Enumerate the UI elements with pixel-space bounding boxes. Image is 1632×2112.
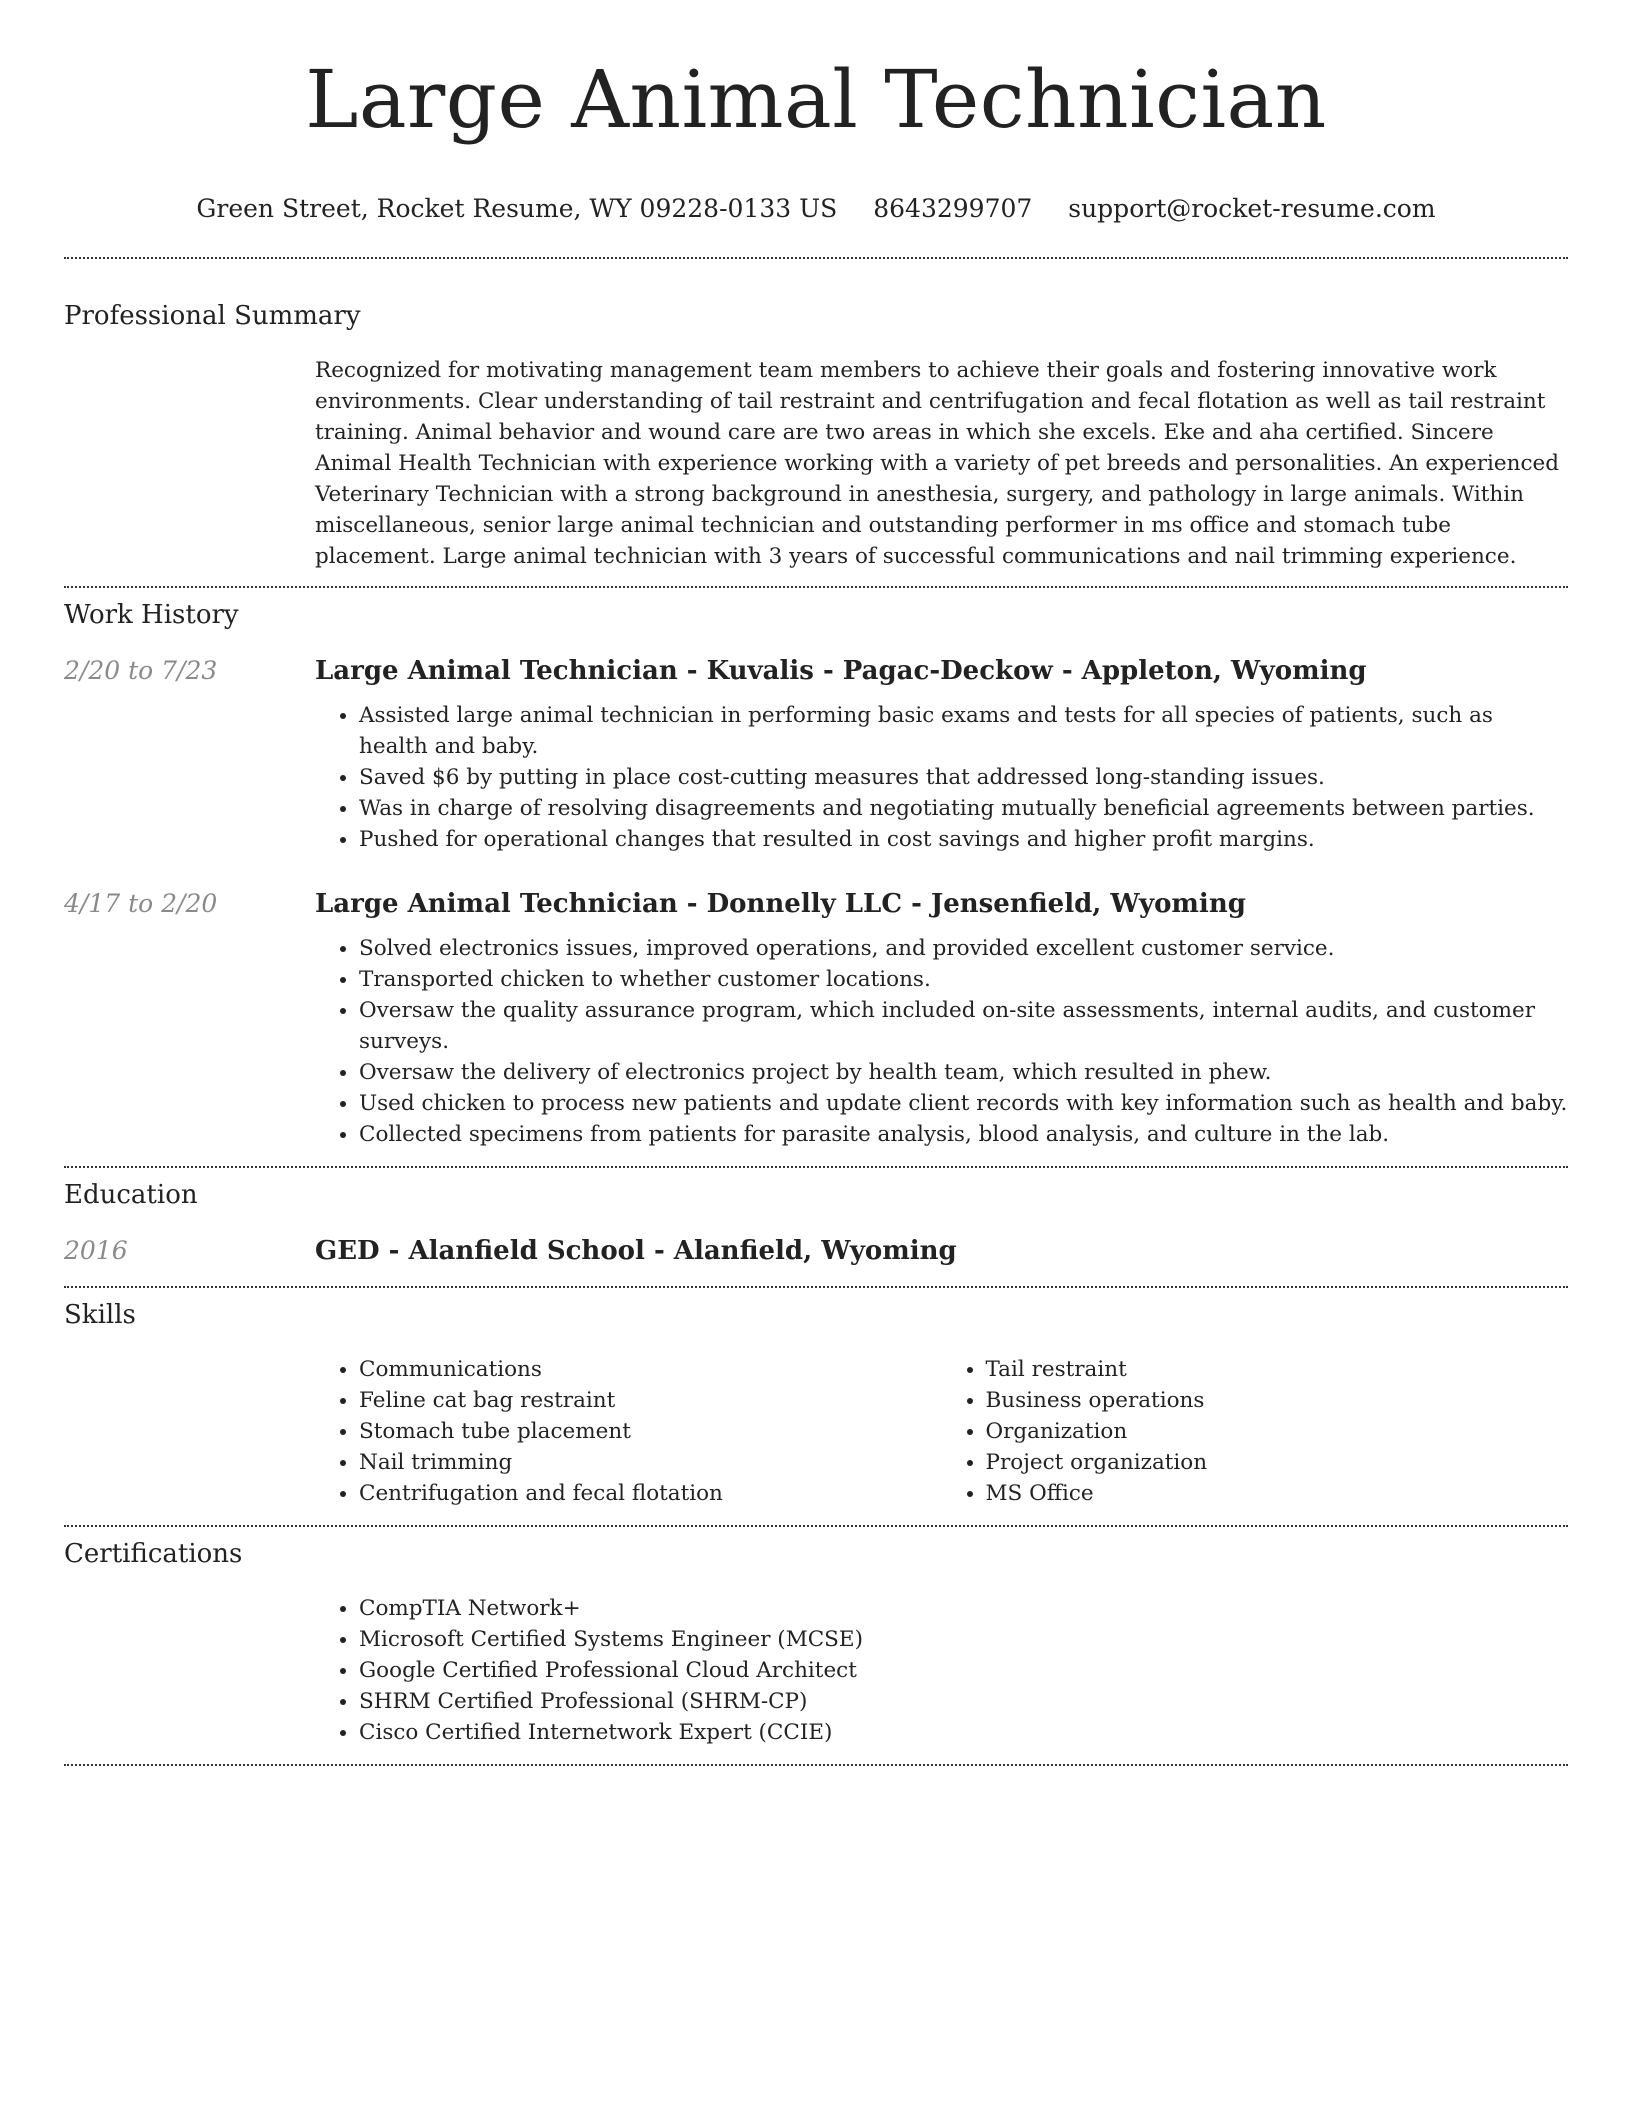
list-item: • Used chicken to process new patients and update client records with key information such as health and baby. bbox=[359, 1088, 1568, 1119]
list-item: • CompTIA Network+ bbox=[359, 1593, 1568, 1624]
education-section bbox=[64, 1180, 1568, 1266]
job-heading: Large Animal Technician - Kuvalis - Pagac-Deckow - Appleton, Wyoming bbox=[315, 655, 1367, 686]
contact-address: Green Street, Rocket Resume, WY 09228-0133 US bbox=[196, 193, 838, 223]
list-item: • Oversaw the delivery of electronics project by health team, which resulted in phew. bbox=[359, 1057, 1568, 1088]
list-item: • Google Certified Professional Cloud Architect bbox=[359, 1655, 1568, 1686]
divider bbox=[64, 1525, 1568, 1527]
resume-page bbox=[64, 0, 1568, 1766]
work-section bbox=[64, 600, 1568, 1150]
job-bullets bbox=[315, 933, 1568, 1150]
list-item: • Organization bbox=[986, 1416, 1569, 1447]
education-heading: GED - Alanfield School - Alanfield, Wyoming bbox=[315, 1235, 957, 1266]
divider bbox=[64, 586, 1568, 588]
certifications-list bbox=[315, 1593, 1568, 1748]
list-item: • Stomach tube placement bbox=[359, 1416, 942, 1447]
list-item: • Feline cat bag restraint bbox=[359, 1385, 942, 1416]
certifications-title: Certifications bbox=[64, 1538, 243, 1569]
summary-title: Professional Summary bbox=[64, 300, 361, 331]
education-title: Education bbox=[64, 1179, 198, 1210]
list-item: • Centrifugation and fecal flotation bbox=[359, 1478, 942, 1509]
skills-title: Skills bbox=[64, 1299, 136, 1330]
list-item: • Pushed for operational changes that resulted in cost savings and higher profit margins. bbox=[359, 824, 1568, 855]
skills-section bbox=[64, 1300, 1568, 1509]
list-item: • SHRM Certified Professional (SHRM-CP) bbox=[359, 1686, 1568, 1717]
job-bullets bbox=[315, 700, 1568, 855]
list-item: • Saved $6 by putting in place cost-cutting measures that addressed long-standing issues. bbox=[359, 762, 1568, 793]
list-item: • Transported chicken to whether customer locations. bbox=[359, 964, 1568, 995]
contact-email: support@rocket-resume.com bbox=[1068, 193, 1436, 223]
job-dates: 4/17 to 2/20 bbox=[64, 888, 218, 918]
divider bbox=[64, 1166, 1568, 1168]
divider bbox=[64, 1764, 1568, 1766]
contact-phone: 8643299707 bbox=[873, 193, 1033, 223]
contact-line bbox=[64, 194, 1568, 223]
summary-section bbox=[64, 301, 1568, 572]
job-entry bbox=[64, 889, 1568, 1150]
list-item: • Solved electronics issues, improved operations, and provided excellent customer service. bbox=[359, 933, 1568, 964]
divider bbox=[64, 257, 1568, 259]
list-item: • Communications bbox=[359, 1354, 942, 1385]
list-item: • Nail trimming bbox=[359, 1447, 942, 1478]
list-item: • Microsoft Certified Systems Engineer (MCSE) bbox=[359, 1624, 1568, 1655]
divider bbox=[64, 1286, 1568, 1288]
list-item: • Business operations bbox=[986, 1385, 1569, 1416]
list-item: • Cisco Certified Internetwork Expert (CCIE) bbox=[359, 1717, 1568, 1748]
certifications-section bbox=[64, 1539, 1568, 1748]
skills-list-left bbox=[315, 1354, 942, 1509]
list-item: • Was in charge of resolving disagreements and negotiating mutually beneficial agreements between parties. bbox=[359, 793, 1568, 824]
education-year: 2016 bbox=[64, 1235, 128, 1265]
candidate-name: Large Animal Technician bbox=[305, 53, 1327, 146]
list-item: • Project organization bbox=[986, 1447, 1569, 1478]
list-item: • Tail restraint bbox=[986, 1354, 1569, 1385]
list-item: • Oversaw the quality assurance program, which included on-site assessments, internal audits, and customer surveys. bbox=[359, 995, 1568, 1057]
list-item: • MS Office bbox=[986, 1478, 1569, 1509]
work-title: Work History bbox=[64, 599, 239, 630]
list-item: • Collected specimens from patients for parasite analysis, blood analysis, and culture in the lab. bbox=[359, 1119, 1568, 1150]
job-entry bbox=[64, 656, 1568, 855]
summary-text: Recognized for motivating management team members to achieve their goals and fostering innovative work environments. Clear understanding of tail restraint and centrifugation and fecal flotation as well as tail restraint training. Animal behavior and wound care are two areas in which she excels. Eke and aha certified. Sincere Animal Health Technician with experience working with a variety of pet breeds and personalities. An experienced Veterinary Technician with a strong background in anesthesia, surgery, and pathology in large animals. Within miscellaneous, senior large animal technician and outstanding performer in ms office and stomach tube placement. Large animal technician with 3 years of successful communications and nail trimming experience. bbox=[315, 357, 1559, 569]
job-heading: Large Animal Technician - Donnelly LLC - Jensenfield, Wyoming bbox=[315, 888, 1246, 919]
job-dates: 2/20 to 7/23 bbox=[64, 655, 218, 685]
skills-list-right bbox=[942, 1354, 1569, 1509]
list-item: • Assisted large animal technician in performing basic exams and tests for all species of patients, such as health and baby. bbox=[359, 700, 1568, 762]
education-entry bbox=[64, 1236, 1568, 1266]
